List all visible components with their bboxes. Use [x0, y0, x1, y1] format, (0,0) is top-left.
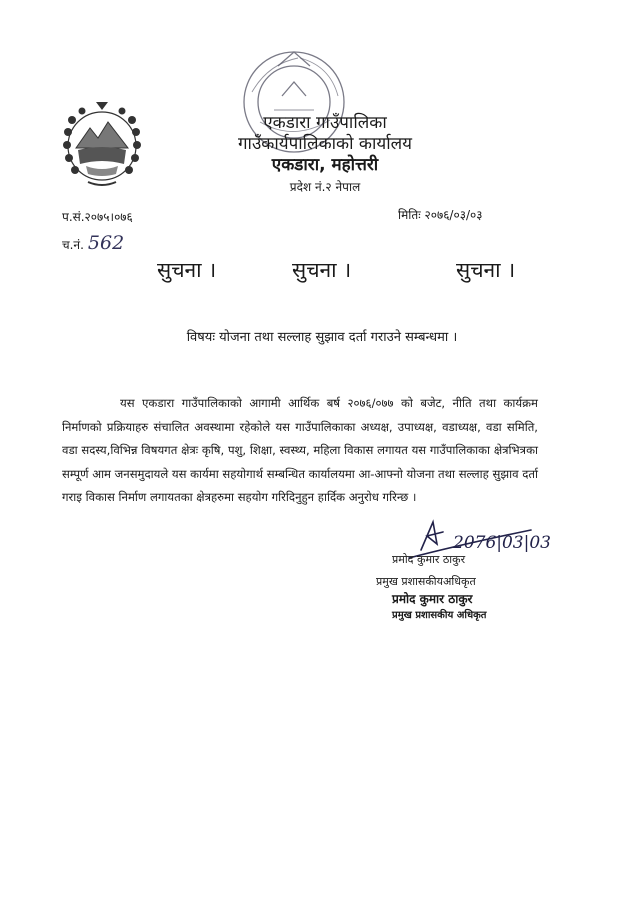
office-location: एकडारा, महोत्तरी — [271, 155, 379, 175]
dispatch-value: 562 — [87, 232, 125, 254]
name-stamp: प्रमोद कुमार ठाकुर — [392, 592, 473, 606]
letter-date: मितिः २०७६/०३/०३ — [398, 208, 483, 222]
dispatch-number — [62, 232, 124, 254]
office-title: गाउँकार्यपालिकाको कार्यालय — [237, 134, 413, 154]
signatory-designation: प्रमुख प्रशासकीयअधिकृत — [376, 575, 476, 588]
office-name: एकडारा गाउँपालिका — [263, 113, 387, 133]
notice-body — [62, 392, 538, 510]
notice-heading-3: सुचना । — [456, 258, 516, 282]
signatory-name: प्रमोद कुमार ठाकुर — [392, 553, 466, 566]
designation-stamp: प्रमुख प्रशासकीय अधिकृत — [392, 610, 487, 621]
nepal-emblem-icon — [58, 98, 146, 190]
subject-line: विषयः योजना तथा सल्लाह सुझाव दर्ता गराउने सम्बन्धमा । — [186, 330, 458, 345]
reference-number: प.सं.२०७५।०७६ — [62, 210, 133, 224]
notice-heading-2: सुचना । — [292, 258, 352, 282]
notice-heading-1: सुचना । — [157, 258, 217, 282]
signature-date: 2076|03|03 — [453, 533, 551, 553]
dispatch-label: च.नं. — [62, 238, 84, 252]
body-paragraph: यस एकडारा गाउँपालिकाको आगामी आर्थिक बर्ष २०७६/०७७ को बजेट, नीति तथा कार्यक्रम निर्माणको प्रक्रियाहरु संचालित अवस्थामा रहेकोले यस गाउँपालिकाका अध्यक्ष, उपाध्यक्ष, वडाध्यक्ष, वडा समिति, वडा सदस्य,विभिन्न विषयगत क्षेत्रः कृषि, पशु, शिक्षा, स्वस्थ्य, महिला विकास लगायत यस गाउँपालिकाका क्षेत्रभित्रका सम्पूर्ण आम जनसमुदायले यस कार्यमा सहयोगार्थ सम्बन्धित कार्यालयमा आ-आफ्नो योजना तथा सल्लाह सुझाव दर्ता गराइ विकास निर्माण लगायतका क्षेत्रहरुमा सहयोग गरिदिनुहुन हार्दिक अनुरोध गरिन्छ । — [62, 396, 538, 505]
province-line: प्रदेश नं.२ नेपाल — [289, 180, 361, 194]
